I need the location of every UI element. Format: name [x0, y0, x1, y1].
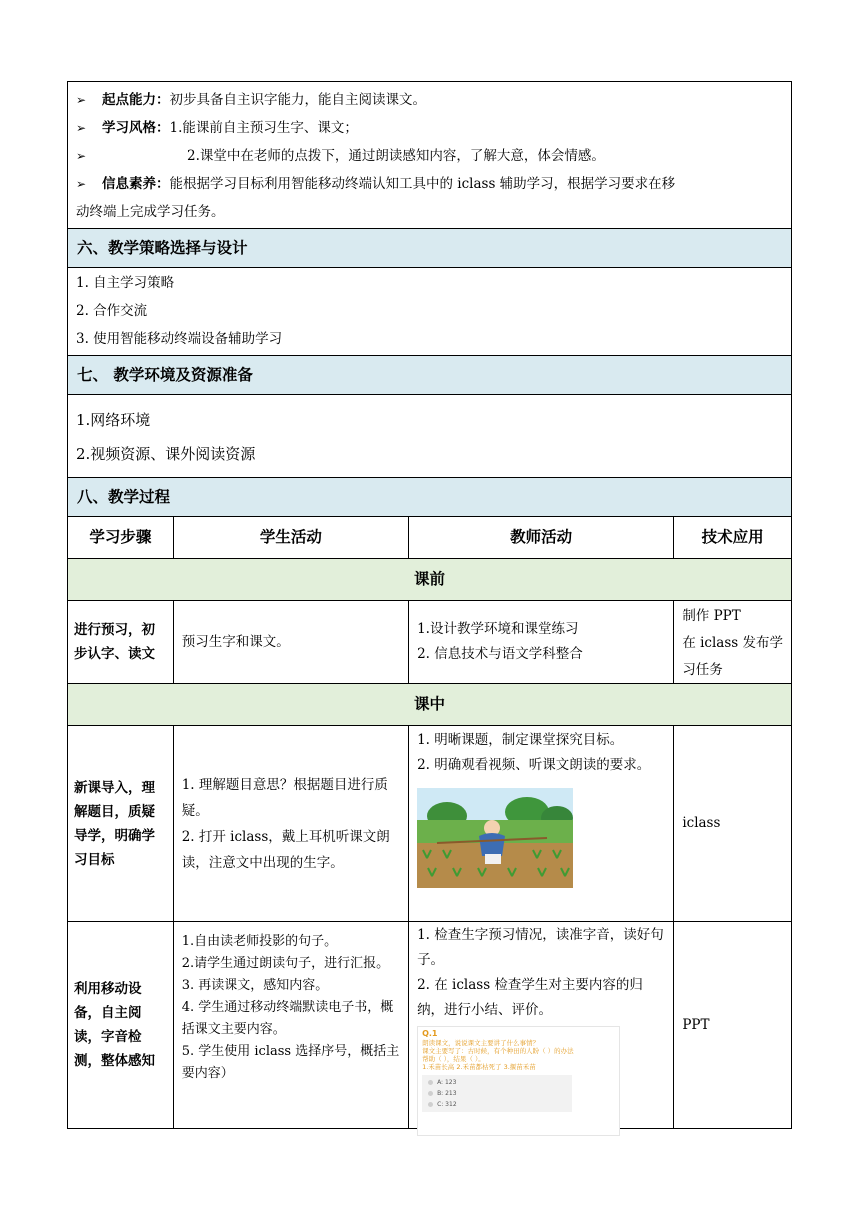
- tech-cell: iclass: [682, 815, 721, 831]
- col-header-student: 学生活动: [174, 517, 409, 558]
- step-cell: 新课导入，理解题目，质疑导学，明确学习目标: [68, 726, 174, 921]
- student-cell: 预习生字和课文。: [174, 601, 409, 683]
- rice-field-illustration: [417, 788, 573, 888]
- section-7: [67, 355, 792, 477]
- radio-icon: [428, 1091, 433, 1096]
- intro-line-2: ➢ 学习风格：1.能课前自主预习生字、课文；: [68, 114, 791, 142]
- lesson-plan-page: [67, 81, 792, 1129]
- quiz-question-number: Q.1: [422, 1029, 438, 1038]
- intro-line-1: ➢ 起点能力：初步具备自主识字能力，能自主阅读课文。: [68, 86, 791, 114]
- quiz-option: A: 123: [422, 1077, 572, 1088]
- table-header-row: [68, 517, 791, 559]
- tech-cell: 制作 PPT 在 iclass 发布学习任务: [682, 608, 783, 678]
- phase-during-class: 课中: [68, 684, 791, 726]
- teacher-cell: 1. 明晰课题，制定课堂探究目标。 2. 明确观看视频、听课文朗读的要求。: [409, 726, 674, 921]
- intro-line-4: ➢ 信息素养：能根据学习目标利用智能移动终端认知工具中的 iclass 辅助学习，根据学习要求在移: [68, 170, 791, 198]
- table-row: [68, 726, 791, 922]
- farmer-in-field-image: [417, 788, 573, 888]
- section-7-title: 七、 教学环境及资源准备: [68, 356, 791, 395]
- arrow-bullet-icon: ➢: [76, 177, 87, 191]
- iclass-quiz-screenshot: Q.1 朗读课文，说说课文主要讲了什么事情？ 课文主要写了：古时候，有个种田的人盼（ ）的办法 帮助（ ），结果（ ）。 1.禾苗长高 2.禾苗都枯死了 3.揠苗禾苗 A: 123 B: 213 C: 312: [417, 1026, 620, 1136]
- phase-before-class: 课前: [68, 559, 791, 601]
- table-row: [68, 601, 791, 684]
- teacher-cell: 1.设计教学环境和课堂练习 2. 信息技术与语文学科整合: [409, 601, 674, 683]
- teacher-cell: 1. 检查生字预习情况，读准字音，读好句子。 2. 在 iclass 检查学生对主要内容的归纳，进行小结、评价。 Q.1 朗读课文，说说课文主要讲了什么事情？ 课文主要写了：古时候，有个种田的人盼（ ）的办法 帮助（ ），结果（ ）。 1.禾苗长高 2.禾苗都枯死了 3.揠苗禾苗 A: 123 B: 213 C: 312: [409, 922, 674, 1128]
- arrow-bullet-icon: ➢: [76, 121, 87, 135]
- col-header-tech: 技术应用: [701, 528, 764, 546]
- learner-analysis-block: [67, 81, 792, 228]
- strategy-item-2: 2. 合作交流: [76, 303, 148, 319]
- quiz-option: B: 213: [422, 1088, 572, 1099]
- intro-line-3: ➢ 2.课堂中在老师的点拨下，通过朗读感知内容，了解大意，体会情感。: [68, 142, 791, 170]
- resource-item-2: 2.视频资源、课外阅读资源: [76, 445, 256, 463]
- strategy-item-1: 1. 自主学习策略: [76, 275, 175, 291]
- radio-icon: [428, 1080, 433, 1085]
- col-header-step: 学习步骤: [68, 517, 174, 558]
- tech-cell: PPT: [682, 1016, 710, 1033]
- intro-line-5: 动终端上完成学习任务。: [76, 204, 225, 220]
- strategy-item-3: 3. 使用智能移动终端设备辅助学习: [76, 331, 283, 347]
- section-8-title: 八、教学过程: [68, 478, 791, 517]
- col-header-teacher: 教师活动: [409, 517, 674, 558]
- radio-icon: [428, 1102, 433, 1107]
- section-6-title: 六、教学策略选择与设计: [68, 229, 791, 268]
- student-cell: 1.自由读老师投影的句子。 2.请学生通过朗读句子，进行汇报。 3. 再读课文，感知内容。 4. 学生通过移动终端默读电子书，概括课文主要内容。 5. 学生使用 iclass 选择序号，概括主要内容）: [174, 922, 409, 1128]
- section-8: [67, 477, 792, 1129]
- step-cell: 进行预习，初步认字、读文: [68, 601, 174, 683]
- quiz-option: C: 312: [422, 1099, 572, 1110]
- step-cell: 利用移动设备，自主阅读，字音检测，整体感知: [68, 922, 174, 1128]
- arrow-bullet-icon: ➢: [76, 93, 87, 107]
- section-6: [67, 228, 792, 355]
- table-row: [68, 922, 791, 1128]
- student-cell: 1. 理解题目意思？根据题目进行质疑。 2. 打开 iclass，戴上耳机听课文朗读，注意文中出现的生字。: [174, 726, 409, 921]
- arrow-bullet-icon: ➢: [76, 149, 87, 163]
- resource-item-1: 1.网络环境: [76, 411, 151, 429]
